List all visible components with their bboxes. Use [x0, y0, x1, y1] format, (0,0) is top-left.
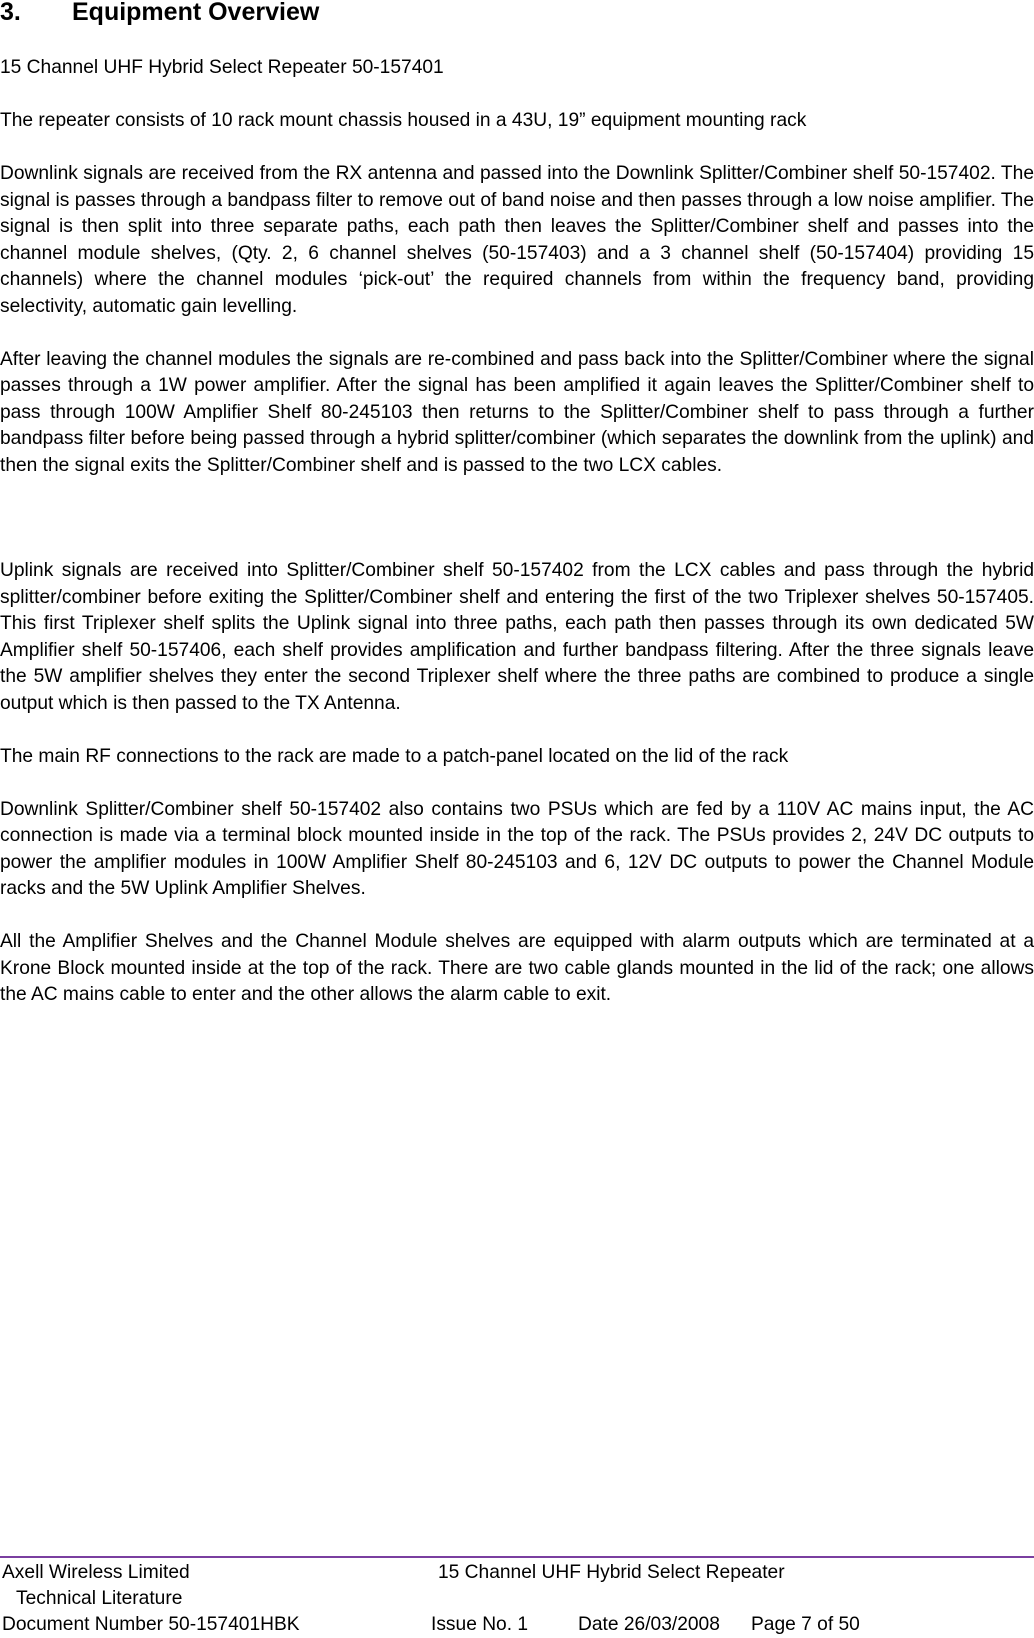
footer-document-number: Document Number 50-157401HBK [2, 1614, 300, 1635]
paragraph-uplink-signals: Uplink signals are received into Splitter/Combiner shelf 50-157402 from the LCX cables and pass through the hybrid splitter/combiner before exiting the Splitter/Combiner shelf and entering the first of the two Triplexer shelves 50-157405. This first Triplexer shelf splits the Uplink signal into three paths, each path then passes through its own dedicated 5W Amplifier shelf 50-157406, each shelf provides amplification and further bandpass filtering. After the three signals leave the 5W amplifier shelves they enter the second Triplexer shelf where the three paths are combined to produce a single output which is then passed to the TX Antenna. [0, 560, 1034, 714]
footer-literature-label: Technical Literature [16, 1588, 183, 1609]
footer-page-number: Page 7 of 50 [751, 1614, 860, 1635]
section-number: 3. [0, 0, 21, 26]
footer-company: Axell Wireless Limited [2, 1562, 190, 1583]
paragraph-product-name: 15 Channel UHF Hybrid Select Repeater 50-157401 [0, 57, 444, 78]
footer-document-title: 15 Channel UHF Hybrid Select Repeater [438, 1562, 785, 1583]
paragraph-psu-description: Downlink Splitter/Combiner shelf 50-157402 also contains two PSUs which are fed by a 110V AC mains input, the AC connection is made via a terminal block mounted inside in the top of the rack. The PSUs provides 2, 24V DC outputs to power the amplifier modules in 100W Amplifier Shelf 80-245103 and 6, 12V DC outputs to power the Channel Module racks and the 5W Uplink Amplifier Shelves. [0, 798, 1034, 899]
paragraph-rack-description: The repeater consists of 10 rack mount chassis housed in a 43U, 19” equipment mounting rack [0, 110, 807, 131]
section-title: Equipment Overview [72, 0, 320, 26]
paragraph-rf-connections: The main RF connections to the rack are made to a patch-panel located on the lid of the rack [0, 745, 789, 767]
section-heading [0, 0, 319, 27]
body-text [0, 55, 1034, 1035]
footer-divider [0, 1556, 1034, 1558]
paragraph-downlink-signals: Downlink signals are received from the RX antenna and passed into the Downlink Splitter/Combiner shelf 50-157402. The signal is passes through a bandpass filter to remove out of band noise and then passes through a low noise amplifier. The signal is then split into three separate paths, each path then leaves the Splitter/Combiner shelf and passes into the channel module shelves, (Qty. 2, 6 channel shelves (50-157403) and a 3 channel shelf (50-157404) providing 15 channels) where the channel modules ‘pick-out’ the required channels from within the frequency band, providing selectivity, automatic gain levelling. [0, 163, 1034, 317]
paragraph-downlink-recombine: After leaving the channel modules the signals are re-combined and pass back into the Splitter/Combiner where the signal passes through a 1W power amplifier. After the signal has been amplified it again leaves the Splitter/Combiner shelf to pass through 100W Amplifier Shelf 80-245103 then returns to the Splitter/Combiner shelf to pass through a further bandpass filter before being passed through a hybrid splitter/combiner (which separates the downlink from the uplink) and then the signal exits the Splitter/Combiner shelf and is passed to the two LCX cables. [0, 348, 1034, 476]
footer-issue-number: Issue No. 1 [431, 1614, 529, 1635]
paragraph-alarm-outputs: All the Amplifier Shelves and the Channel Module shelves are equipped with alarm outputs which are terminated at a Krone Block mounted inside at the top of the rack. There are two cable glands mounted in the lid of the rack; one allows the AC mains cable to enter and the other allows the alarm cable to exit. [0, 931, 1034, 1005]
footer-date: Date 26/03/2008 [578, 1614, 720, 1635]
